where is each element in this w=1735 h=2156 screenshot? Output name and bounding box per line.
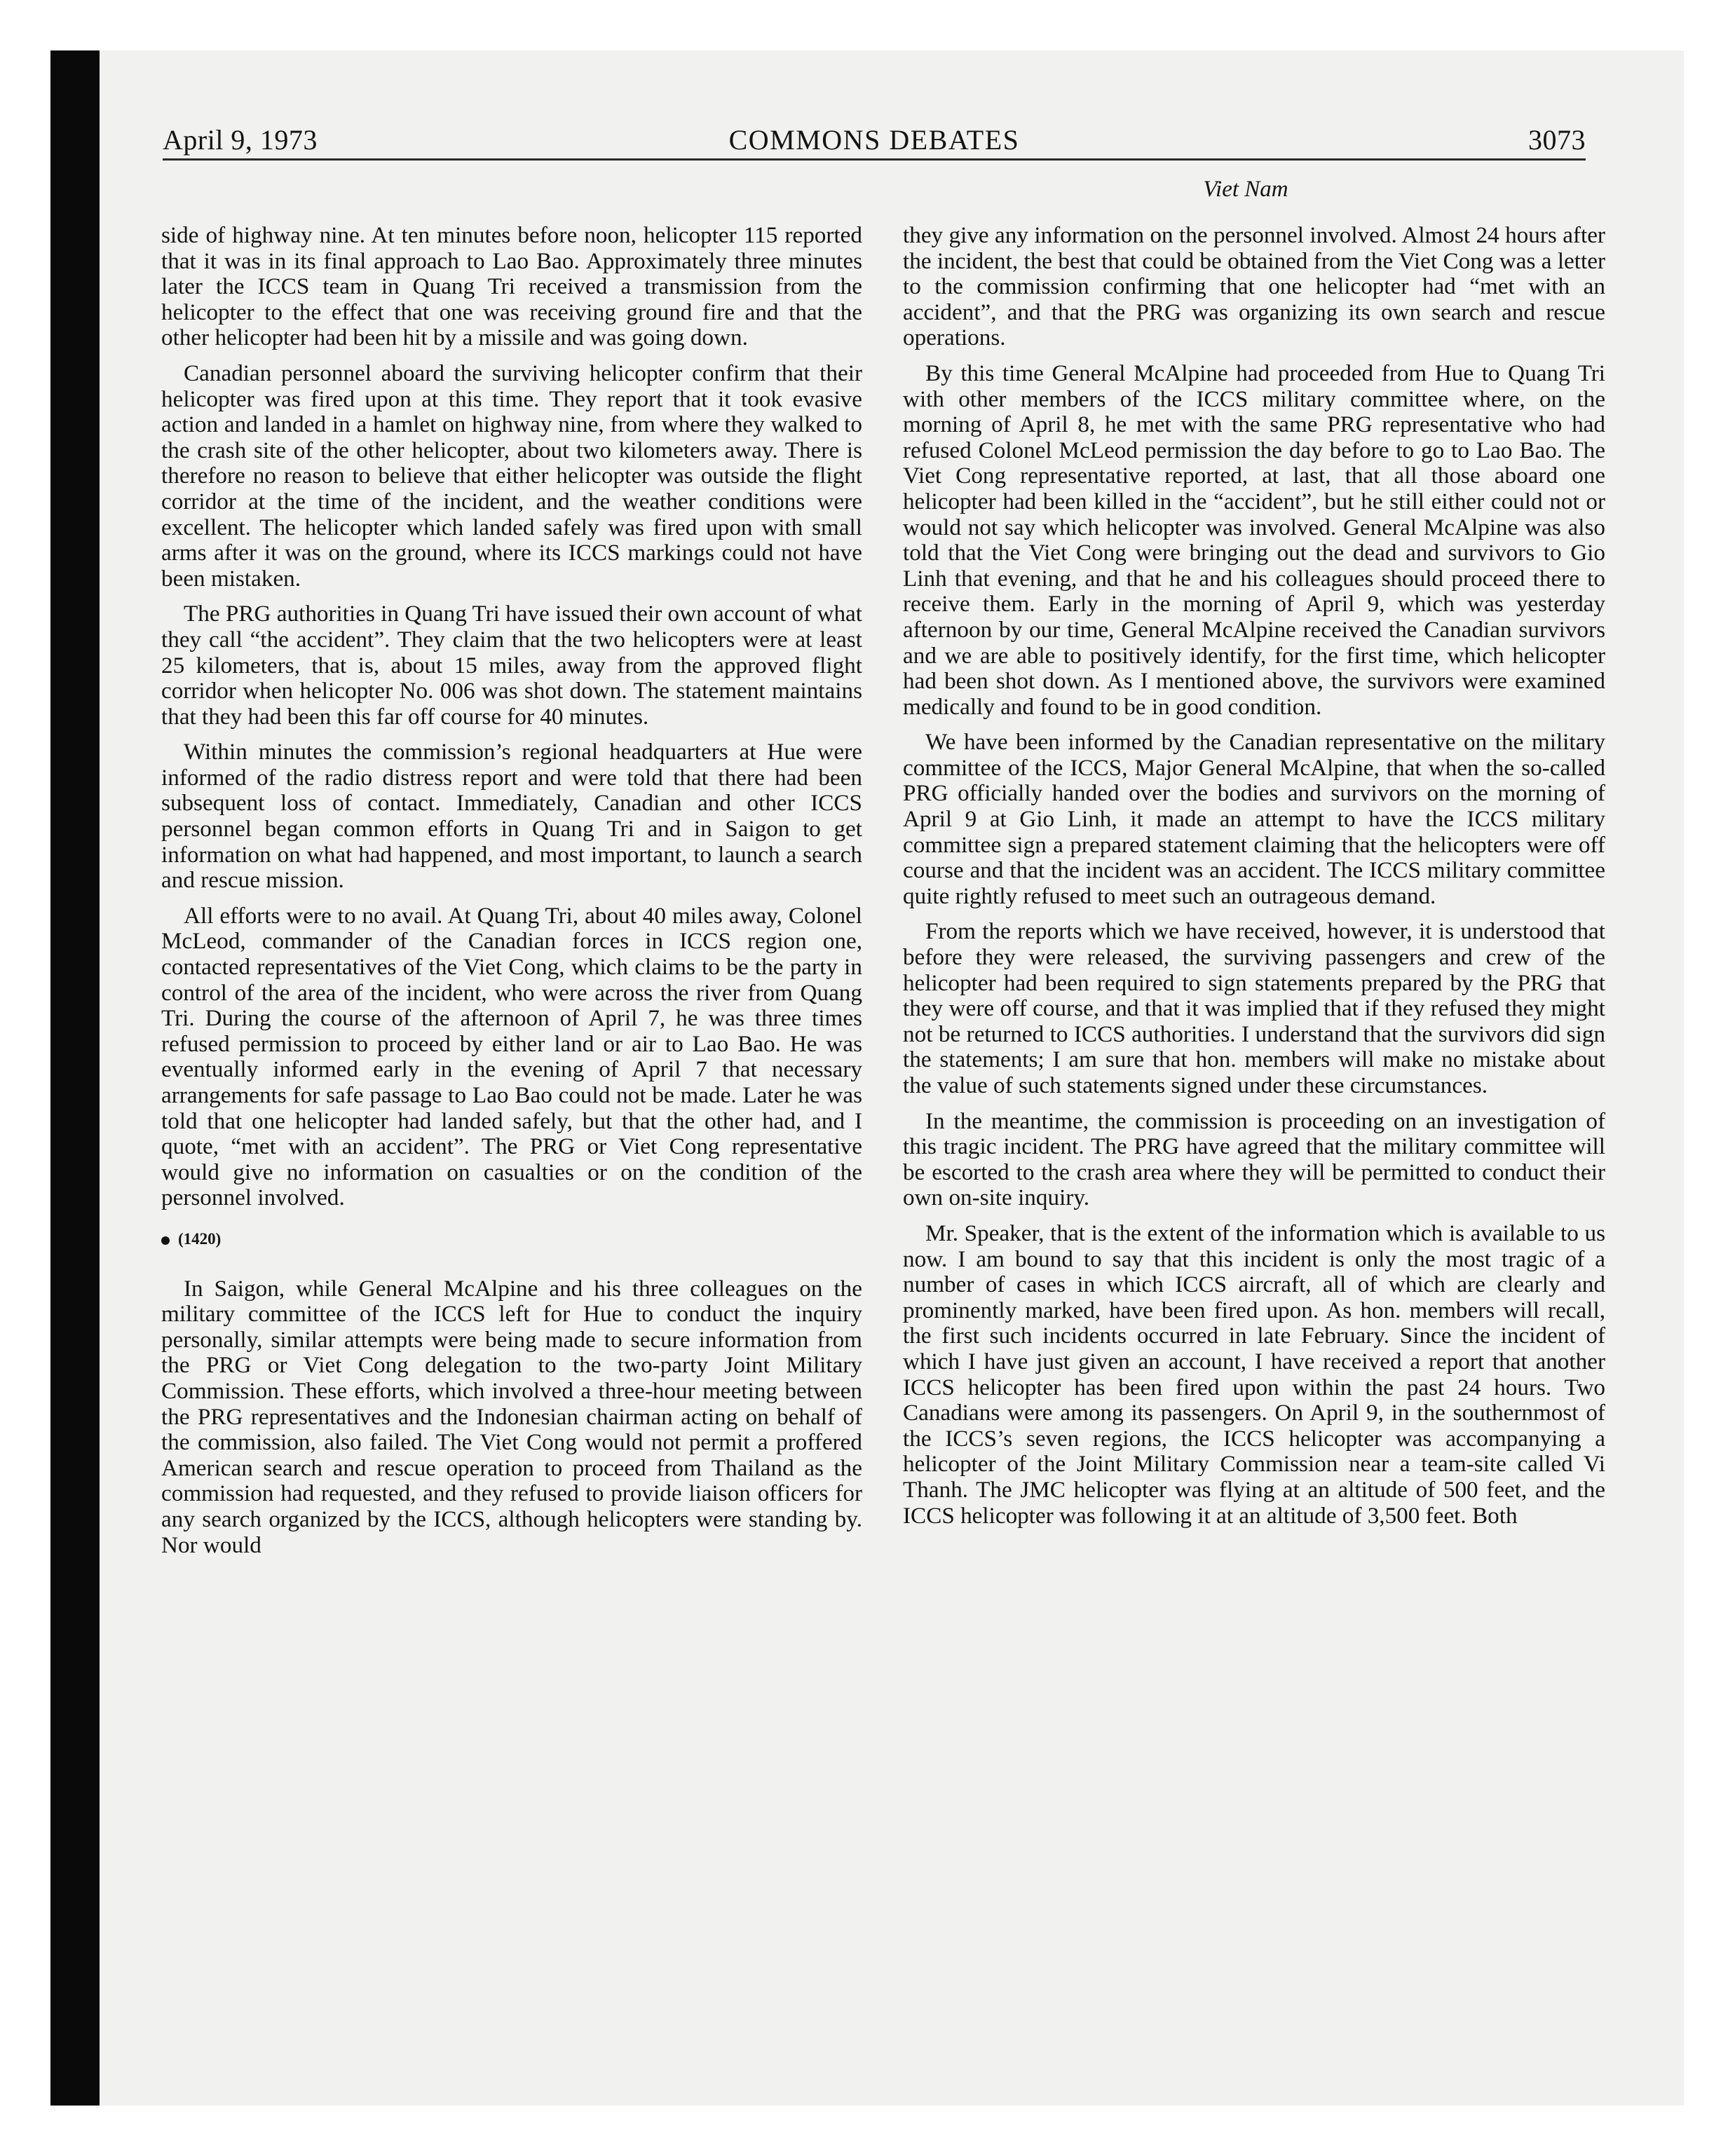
- time-marker: [161, 1227, 862, 1253]
- paragraph: The PRG authorities in Quang Tri have issued their own account of what they call “the accident”. They claim that the two helicopters were at least 25 kilometers, that is, about 15 miles, away from the approved flight corridor when helicopter No. 006 was shot down. The statement maintains that they had been this far off course for 40 minutes.: [161, 601, 862, 730]
- right-column: [903, 223, 1605, 1538]
- paragraph: Canadian personnel aboard the surviving helicopter confirm that their helicopter was fired upon at this time. They report that it took evasive action and landed in a hamlet on highway nine, from where they walked to the crash site of the other helicopter, about two kilometers away. There is therefore no reason to believe that either helicopter was outside the flight corridor at the time of the incident, and the weather conditions were excellent. The helicopter which landed safely was fired upon with small arms after it was on the ground, where its ICCS markings could not have been mistaken.: [161, 360, 862, 592]
- left-column: [161, 223, 862, 1568]
- paragraph: side of highway nine. At ten minutes before noon, helicopter 115 reported that it was in its final approach to Lao Bao. Approximately three minutes later the ICCS team in Quang Tri received a transmission from the helicopter to the effect that one was receiving ground fire and that the other helicopter had been hit by a missile and was going down.: [161, 222, 862, 351]
- header-title: COMMONS DEBATES: [728, 124, 1020, 156]
- paragraph: From the reports which we have received, however, it is understood that before they were released, the surviving passengers and crew of the helicopter had been required to sign statements prepared by the PRG that they were off course, and that it was implied that if they refused they might not be returned to ICCS authorities. I understand that the survivors did sign the statements; I am sure that hon. members will make no mistake about the value of such statements signed under these circumstances.: [903, 918, 1605, 1098]
- paragraph: In the meantime, the commission is proceeding on an investigation of this tragic incident. The PRG have agreed that the military committee will be escorted to the crash area where they will be permitted to conduct their own on-site inquiry.: [903, 1107, 1605, 1211]
- page-number: 3073: [1528, 124, 1586, 156]
- time-marker-text: (1420): [178, 1229, 222, 1248]
- section-heading: Viet Nam: [1203, 177, 1288, 202]
- paragraph: Mr. Speaker, that is the extent of the information which is available to us now. I am bound to say that this incident is only the most tragic of a number of cases in which ICCS aircraft, all of which are clearly and prominently marked, have been fired upon. As hon. members will recall, the first such incidents occurred in late February. Since the incident of which I have just given an account, I have received a report that another ICCS helicopter has been fired upon within the past 24 hours. Two Canadians were among its passengers. On April 9, in the southernmost of the ICCS’s seven regions, the ICCS helicopter was accompanying a helicopter of the Joint Military Commission near a team-site called Vi Thanh. The JMC helicopter was flying at an altitude of 500 feet, and the ICCS helicopter was following it at an altitude of 3,500 feet. Both: [903, 1220, 1605, 1529]
- paragraph: All efforts were to no avail. At Quang Tri, about 40 miles away, Colonel McLeod, commander of the Canadian forces in ICCS region one, contacted representatives of the Viet Cong, which claims to be the party in control of the area of the incident, who were across the river from Quang Tri. During the course of the afternoon of April 7, he was three times refused permission to proceed by either land or air to Lao Bao. He was eventually informed early in the evening of April 7 that necessary arrangements for safe passage to Lao Bao could not be made. Later he was told that one helicopter had landed safely, but that the other had, and I quote, “met with an accident”. The PRG or Viet Cong representative would give no information on casualties or on the condition of the personnel involved.: [161, 902, 862, 1211]
- binding-edge: [50, 50, 100, 2106]
- bullet-icon: [161, 1236, 170, 1245]
- paragraph: In Saigon, while General McAlpine and his three colleagues on the military committee of the ICCS left for Hue to conduct the inquiry personally, similar attempts were being made to secure information from the PRG or Viet Cong delegation to the two-party Joint Military Commission. These efforts, which involved a three-hour meeting between the PRG representatives and the Indonesian chairman acting on behalf of the commission, also failed. The Viet Cong would not permit a proffered American search and rescue operation to proceed from Thailand as the commission had requested, and they refused to provide liaison officers for any search organized by the ICCS, although helicopters were standing by. Nor would: [161, 1275, 862, 1558]
- paragraph: they give any information on the personnel involved. Almost 24 hours after the incident, the best that could be obtained from the Viet Cong was a letter to the commission confirming that one helicopter had “met with an accident”, and that the PRG was organizing its own search and rescue operations.: [903, 222, 1605, 351]
- header-date: April 9, 1973: [163, 124, 318, 156]
- paragraph: By this time General McAlpine had proceeded from Hue to Quang Tri with other members of the ICCS military committee where, on the morning of April 8, he met with the same PRG representative who had refused Colonel McLeod permission the day before to go to Lao Bao. The Viet Cong representative reported, at last, that all those aboard one helicopter had been killed in the “accident”, but he still either could not or would not say which helicopter was involved. General McAlpine was also told that the Viet Cong were bringing out the dead and survivors to Gio Linh that evening, and that he and his colleagues should proceed there to receive them. Early in the morning of April 9, which was yesterday afternoon by our time, General McAlpine received the Canadian survivors and we are able to positively identify, for the first time, which helicopter had been shot down. As I mentioned above, the survivors were examined medically and found to be in good condition.: [903, 360, 1605, 720]
- running-header: [163, 119, 1586, 161]
- paragraph: We have been informed by the Canadian representative on the military committee of the ICCS, Major General McAlpine, that when the so-called PRG officially handed over the bodies and survivors on the morning of April 9 at Gio Linh, it made an attempt to have the ICCS military committee sign a prepared statement claiming that the helicopters were off course and that the incident was an accident. The ICCS military committee quite rightly refused to meet such an outrageous demand.: [903, 729, 1605, 909]
- paragraph: Within minutes the commission’s regional headquarters at Hue were informed of the radio distress report and were told that there had been subsequent loss of contact. Immediately, Canadian and other ICCS personnel began common efforts in Quang Tri and in Saigon to get information on what had happened, and most important, to launch a search and rescue mission.: [161, 739, 862, 894]
